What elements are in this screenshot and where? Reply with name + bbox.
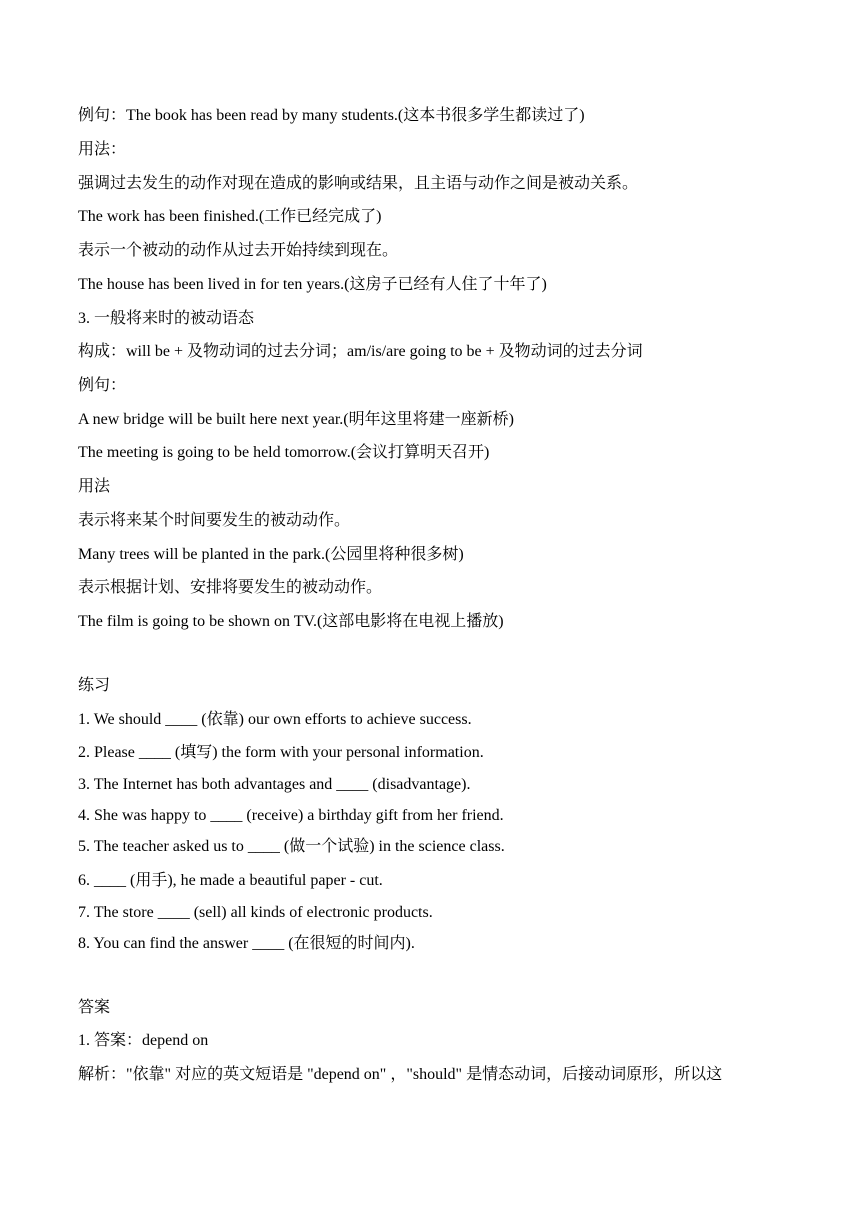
exercise-item: 3. The Internet has both advantages and ____ (disadvantage). bbox=[78, 776, 471, 793]
example-heading: 例句： bbox=[78, 377, 127, 394]
answer-explanation: 解析："依靠" 对应的英文短语是 "depend on" ，"should" 是情态动词，后接动词原形，所以这 bbox=[78, 1066, 723, 1083]
example-sentence: A new bridge will be built here next year.(明年这里将建一座新桥) bbox=[78, 411, 514, 428]
usage-heading: 用法： bbox=[78, 141, 127, 158]
usage-description: 表示将来某个时间要发生的被动动作。 bbox=[78, 512, 351, 529]
example-sentence: The work has been finished.(工作已经完成了) bbox=[78, 208, 382, 225]
exercise-item: 5. The teacher asked us to ____ (做一个试验) in the science class. bbox=[78, 838, 505, 855]
usage-heading: 用法 bbox=[78, 478, 111, 495]
exercise-item: 7. The store ____ (sell) all kinds of electronic products. bbox=[78, 904, 433, 921]
usage-description: 表示根据计划、安排将要发生的被动动作。 bbox=[78, 579, 383, 596]
section-heading: 3. 一般将来时的被动语态 bbox=[78, 310, 255, 327]
exercise-item: 6. ____ (用手), he made a beautiful paper - cut. bbox=[78, 872, 383, 889]
usage-description: 强调过去发生的动作对现在造成的影响或结果，且主语与动作之间是被动关系。 bbox=[78, 175, 639, 192]
answer-item: 1. 答案：depend on bbox=[78, 1032, 209, 1049]
example-sentence: The house has been lived in for ten years.(这房子已经有人住了十年了) bbox=[78, 276, 547, 293]
usage-description: 表示一个被动的动作从过去开始持续到现在。 bbox=[78, 242, 399, 259]
exercise-item: 1. We should ____ (依靠) our own efforts to achieve success. bbox=[78, 711, 472, 728]
exercise-item: 2. Please ____ (填写) the form with your personal information. bbox=[78, 744, 484, 761]
example-sentence-label: 例句：The book has been read by many students.(这本书很多学生都读过了) bbox=[78, 107, 585, 124]
example-sentence: The meeting is going to be held tomorrow.(会议打算明天召开) bbox=[78, 444, 490, 461]
answers-heading: 答案 bbox=[78, 999, 111, 1016]
practice-heading: 练习 bbox=[78, 677, 111, 694]
example-sentence: Many trees will be planted in the park.(公园里将种很多树) bbox=[78, 546, 464, 563]
exercise-item: 4. She was happy to ____ (receive) a birthday gift from her friend. bbox=[78, 807, 504, 824]
structure-description: 构成：will be + 及物动词的过去分词；am/is/are going to be + 及物动词的过去分词 bbox=[78, 343, 643, 360]
exercise-item: 8. You can find the answer ____ (在很短的时间内). bbox=[78, 935, 415, 952]
example-sentence: The film is going to be shown on TV.(这部电影将在电视上播放) bbox=[78, 613, 504, 630]
